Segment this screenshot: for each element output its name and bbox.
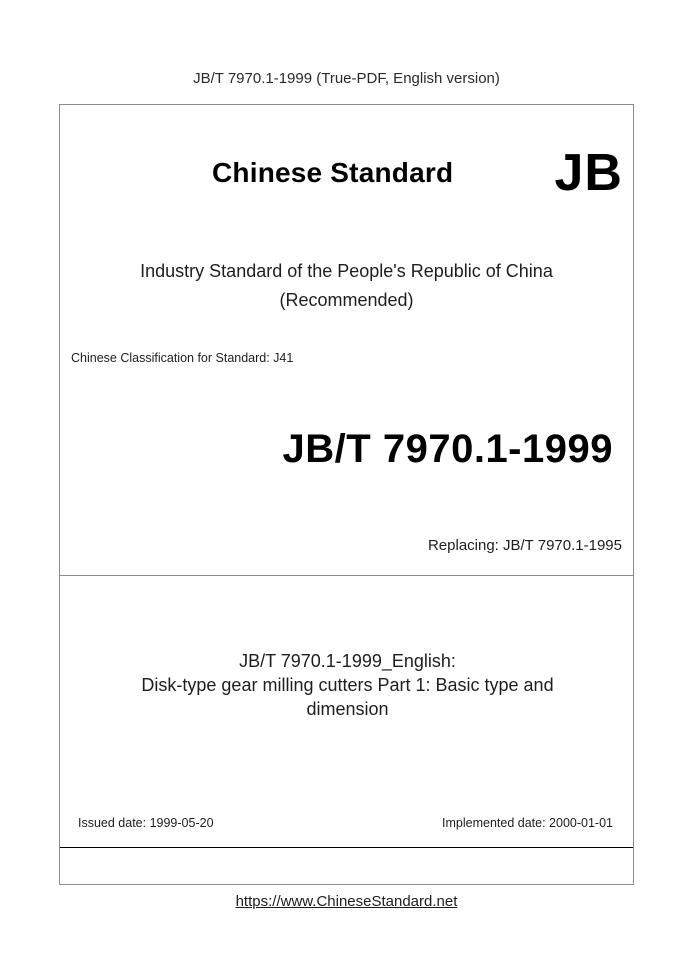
replacing-text: Replacing: JB/T 7970.1-1995 [427, 537, 622, 554]
cover-top-section [60, 105, 633, 576]
industry-standard-line: Industry Standard of the People's Republic of China [140, 261, 553, 281]
cover-heading: Chinese Standard [212, 157, 454, 188]
standard-number: JB/T 7970.1-1999 [282, 427, 613, 471]
cover-page-frame [59, 104, 634, 885]
document-header-title: JB/T 7970.1-1999 (True-PDF, English version) [193, 70, 500, 87]
recommended-label: (Recommended) [279, 290, 414, 310]
website-link[interactable]: https://www.ChineseStandard.net [235, 893, 458, 910]
title-line: Disk-type gear milling cutters Part 1: Basic type and [141, 675, 554, 695]
issued-date: Issued date: 1999-05-20 [78, 816, 214, 830]
cover-footer-strip [60, 847, 633, 886]
website-link-container [0, 893, 693, 910]
cover-bottom-section [60, 576, 633, 847]
standard-category-mark: JB [554, 144, 623, 202]
english-title-block [100, 649, 595, 721]
title-line: JB/T 7970.1-1999_English: [239, 651, 456, 671]
title-line: dimension [306, 699, 389, 719]
implemented-date: Implemented date: 2000-01-01 [442, 816, 613, 830]
classification-text: Chinese Classification for Standard: J41 [71, 351, 294, 365]
